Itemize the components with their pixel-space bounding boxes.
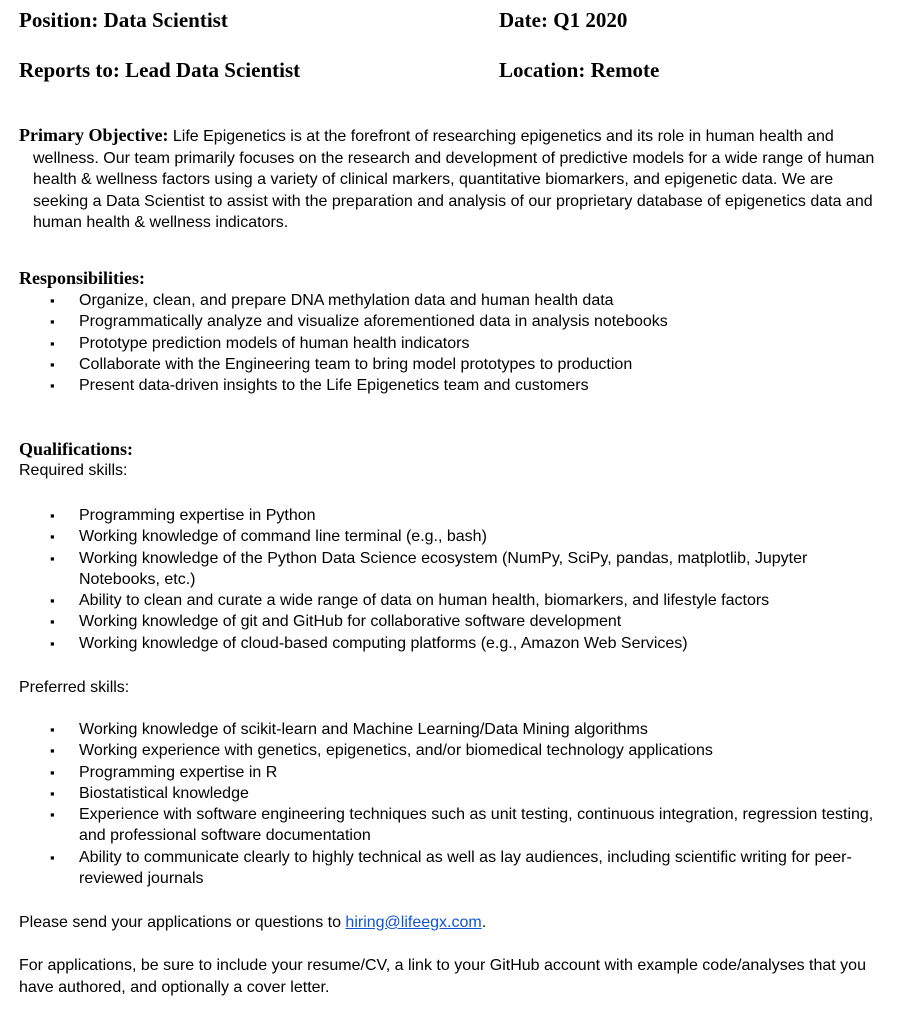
position-label: Position: [19,8,99,32]
preferred-skill-item [0,719,890,740]
reports-to-value: Lead Data Scientist [125,58,301,82]
required-skills-list [0,505,890,654]
bullet-icon: ▪ [50,743,55,759]
responsibility-item-text: Prototype prediction models of human health indicators [79,334,470,352]
location-field [499,58,659,82]
preferred-skill-item-text: Experience with software engineering techniques such as unit testing, continuous integration, regression testing, and professional software documentation [79,806,874,845]
preferred-skill-item [0,783,890,804]
preferred-skill-item-text: Working experience with genetics, epigenetics, and/or biomedical technology applications [79,742,713,760]
responsibility-item-text: Collaborate with the Engineering team to bring model prototypes to production [79,355,633,373]
primary-objective [19,125,889,234]
responsibility-item [0,290,890,311]
required-skill-item [0,548,890,591]
required-skill-item-text: Programming expertise in Python [79,507,316,524]
preferred-skill-item [0,804,890,847]
responsibility-item-text: Organize, clean, and prepare DNA methylation data and human health data [79,292,614,309]
preferred-skill-item-text: Working knowledge of scikit-learn and Machine Learning/Data Mining algorithms [79,721,648,738]
required-skill-item-text: Ability to clean and curate a wide range of data on human health, biomarkers, and lifestyle factors [79,592,770,610]
primary-objective-label: Primary Objective: [19,125,169,145]
required-skills-label: Required skills: [19,462,128,479]
required-skill-item-text: Working knowledge of the Python Data Science ecosystem (NumPy, SciPy, pandas, matplotlib, Jupyter Notebooks, etc.) [79,549,808,588]
bullet-icon: ▪ [50,722,55,737]
bullet-icon: ▪ [50,849,55,865]
contact-suffix: . [481,914,487,931]
position-field [19,8,228,32]
reports-to-field [19,58,300,82]
bullet-icon: ▪ [50,314,55,330]
preferred-skill-item [0,740,890,761]
required-skill-item-text: Working knowledge of cloud-based computing platforms (e.g., Amazon Web Services) [79,634,688,652]
responsibility-item-text: Programmatically analyze and visualize aforementioned data in analysis notebooks [79,313,668,331]
required-skill-item [0,526,890,547]
responsibility-item-text: Present data-driven insights to the Life Epigenetics team and customers [79,377,589,395]
reports-to-label: Reports to: [19,58,120,82]
preferred-skill-item-text: Programming expertise in R [79,763,278,781]
primary-objective-text: Life Epigenetics is at the forefront of researching epigenetics and its role in human health and wellness. Our team primarily focuses on the research and development of predictive models for a wide range of human health & wellness factors using a variety of clinical markers, quantitative biomarkers, and epigenetic data. We are seeking a Data Scientist to assist with the preparation and analysis of our proprietary database of epigenetics data and human health & wellness indicators. [33,128,875,231]
responsibility-item [0,333,890,354]
bullet-icon: ▪ [50,550,55,566]
closing-paragraph: For applications, be sure to include your resume/CV, a link to your GitHub account with example code/analyses that you have authored, and optionally a cover letter. [19,957,866,996]
bullet-icon: ▪ [50,635,55,651]
date-value: Q1 2020 [553,8,628,32]
contact-prefix: Please send your applications or questions to [19,914,346,931]
bullet-icon: ▪ [50,764,55,780]
bullet-icon: ▪ [50,785,55,801]
required-skill-item-text: Working knowledge of git and GitHub for collaborative software development [79,613,622,631]
required-skill-item [0,633,890,654]
bullet-icon: ▪ [50,293,55,308]
bullet-icon: ▪ [50,614,55,630]
preferred-skills-label: Preferred skills: [19,679,130,696]
required-skill-item [0,505,890,526]
preferred-skill-item-text: Ability to communicate clearly to highly technical as well as lay audiences, including scientific writing for peer-reviewed journals [79,848,852,888]
preferred-skill-item [0,847,890,890]
bullet-icon: ▪ [50,508,55,523]
bullet-icon: ▪ [50,356,55,372]
location-label: Location: [499,58,586,82]
preferred-skills-list [0,719,890,889]
location-value: Remote [590,58,660,82]
contact-paragraph [19,912,894,934]
responsibility-item [0,354,890,375]
bullet-icon: ▪ [50,335,55,351]
responsibility-item [0,375,890,396]
bullet-icon: ▪ [50,593,55,609]
bullet-icon: ▪ [50,807,55,823]
required-skill-item [0,611,890,632]
preferred-skill-item [0,762,890,783]
date-field [499,8,627,32]
preferred-skill-item-text: Biostatistical knowledge [79,784,249,802]
responsibilities-list [0,290,890,396]
responsibilities-heading: Responsibilities: [19,268,146,288]
date-label: Date: [499,8,548,32]
bullet-icon: ▪ [50,529,55,545]
responsibility-item [0,311,890,332]
bullet-icon: ▪ [50,378,55,394]
required-skill-item [0,590,890,611]
position-value: Data Scientist [103,8,228,32]
required-skill-item-text: Working knowledge of command line terminal (e.g., bash) [79,528,487,546]
qualifications-heading: Qualifications: [19,439,134,459]
email-link[interactable]: hiring@lifeegx.com [345,914,482,931]
